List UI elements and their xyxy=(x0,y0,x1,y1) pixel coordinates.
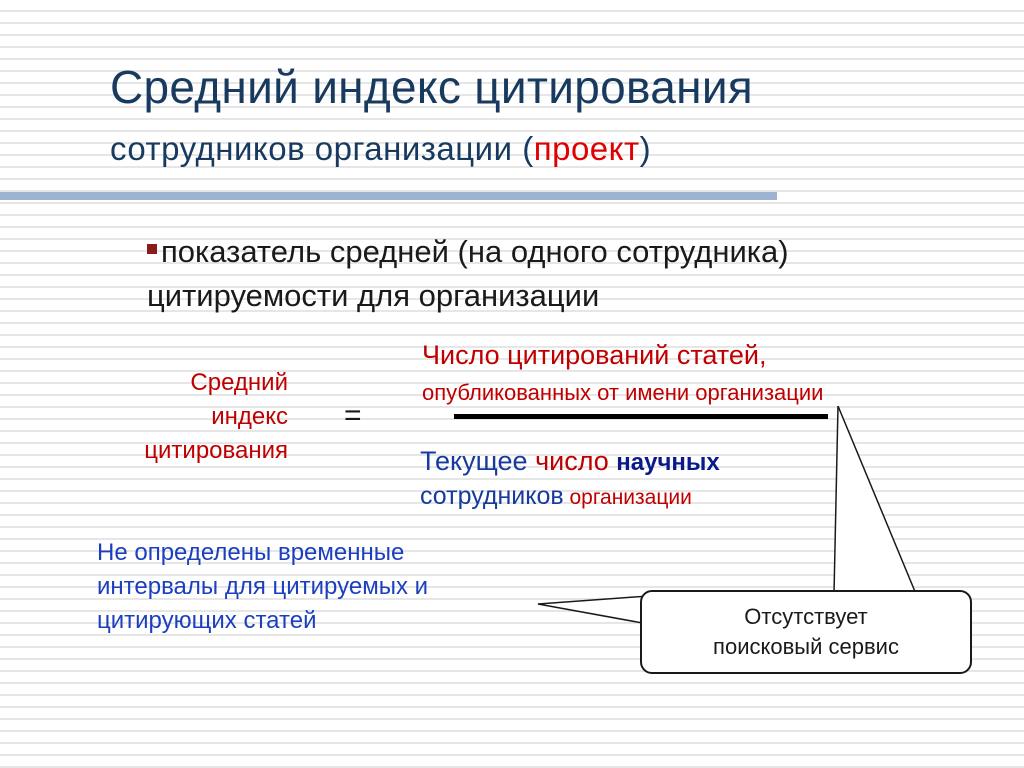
denominator-word: число xyxy=(535,446,617,476)
bullet-text-line2: цитируемости для организации xyxy=(147,278,600,313)
formula-lhs-line: цитирования xyxy=(144,437,288,464)
note-line: цитирующих статей xyxy=(97,607,317,634)
slide-title: Средний индекс цитирования xyxy=(110,61,754,113)
subtitle-suffix: ) xyxy=(639,130,652,167)
denominator-emphasis: научных xyxy=(616,449,720,476)
formula-numerator-line2: опубликованных от имени организации xyxy=(422,380,824,405)
callout-pointer-left xyxy=(538,596,648,624)
subtitle-highlight: проект xyxy=(533,130,640,167)
note-line: Не определены временные xyxy=(97,539,405,566)
bullet-text-line1: показатель средней (на одного сотрудника) xyxy=(161,234,789,269)
equals-sign: = xyxy=(344,399,362,432)
note-line: интервалы для цитируемых и xyxy=(97,573,429,600)
callout-pointer-top xyxy=(834,406,916,594)
formula-lhs-line: Средний xyxy=(190,369,288,396)
formula-lhs-line: индекс xyxy=(211,403,288,430)
subtitle-prefix: сотрудников организации ( xyxy=(110,130,534,167)
denominator-word: сотрудников xyxy=(420,482,564,510)
callout-line: Отсутствует xyxy=(744,604,868,629)
denominator-word: организации xyxy=(563,486,692,509)
formula-numerator-line1: Число цитирований статей, xyxy=(422,340,767,370)
callout-line: поисковый сервис xyxy=(713,634,899,659)
callout-box xyxy=(640,590,972,674)
denominator-word: Текущее xyxy=(420,446,536,476)
